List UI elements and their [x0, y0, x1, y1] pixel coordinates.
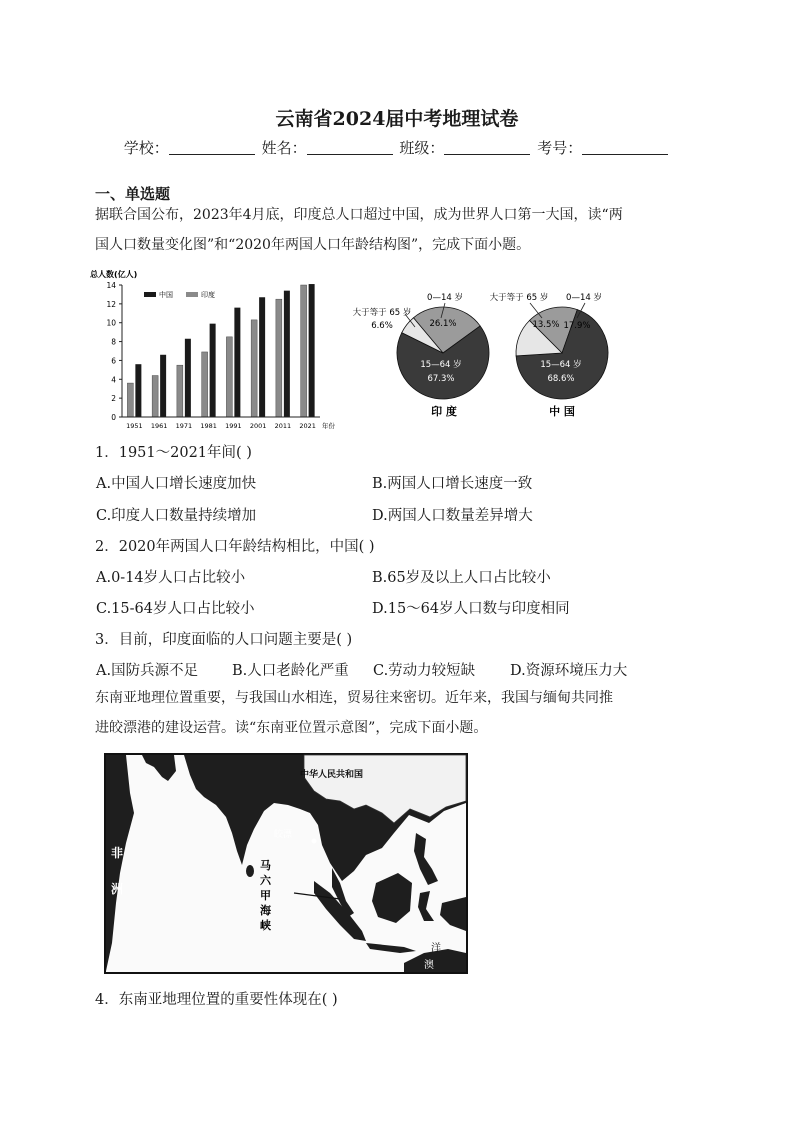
port-marker — [312, 839, 317, 844]
bar-chart-xlabel: 年份 — [322, 422, 335, 430]
x-tick-label: 2021 — [299, 422, 316, 430]
question-1-stem: 1．1951～2021年间( ) — [95, 445, 252, 461]
exam-title: 云南省2024届中考地理试卷 — [275, 108, 519, 130]
population-bar-chart — [88, 268, 348, 433]
class-blank[interactable] — [444, 140, 530, 155]
x-tick-label: 1971 — [175, 422, 193, 430]
bar-india — [226, 337, 232, 417]
china-pie-chart — [516, 307, 608, 399]
x-tick-label: 2011 — [274, 422, 292, 430]
x-tick-label: 1951 — [126, 422, 143, 430]
bar-chart-legend — [144, 290, 215, 299]
school-blank[interactable] — [169, 140, 255, 155]
map-label-strait-2: 六 — [260, 874, 271, 887]
china-value-15-64: 68.6% — [547, 374, 575, 384]
student-info-fields — [0, 137, 794, 158]
map-label-kyaukphyu: 皎漂 — [274, 830, 293, 840]
india-label-65plus: 大于等于 65 岁 — [352, 308, 412, 318]
q2-option-d[interactable]: D.15～64岁人口数与印度相同 — [372, 601, 570, 617]
sri-lanka — [246, 865, 254, 877]
bar-india — [202, 352, 208, 417]
legend-india-swatch — [186, 292, 198, 297]
bar-chart-y-ticks — [106, 281, 122, 422]
map-label-africa-2: 洲 — [111, 882, 124, 896]
bar-india — [177, 365, 183, 417]
bar-china — [284, 291, 290, 417]
china-value-0-14: 17.9% — [563, 321, 591, 331]
class-label: 班级： — [399, 139, 445, 157]
x-tick-label: 1961 — [150, 422, 168, 430]
bar-china — [234, 308, 240, 417]
q1-option-d[interactable]: D.两国人口数量差异增大 — [372, 508, 533, 524]
y-tick-label: 12 — [106, 299, 116, 309]
intro2-line-1: 东南亚地理位置重要，与我国山水相连，贸易往来密切。近年来，我国与缅甸共同推 — [95, 690, 613, 706]
section-heading: 一、单选题 — [95, 185, 171, 203]
legend-india-label: 印度 — [201, 291, 215, 299]
age-structure-pie-charts — [345, 283, 630, 423]
exam-number-label: 考号： — [537, 139, 583, 157]
bar-india — [152, 376, 158, 417]
india-pie-title: 印 度 — [431, 405, 457, 418]
intro-paragraph-1 — [95, 200, 695, 260]
y-tick-label: 0 — [111, 413, 116, 422]
intro1-line-2: 国人口数量变化图”和“2020年两国人口年龄结构图”，完成下面小题。 — [95, 237, 531, 253]
bar-china — [309, 284, 315, 417]
q2-option-c[interactable]: C.15-64岁人口占比较小 — [96, 601, 255, 617]
q1-option-b[interactable]: B.两国人口增长速度一致 — [372, 476, 533, 492]
bar-chart-x-ticks — [126, 422, 316, 430]
map-label-strait-5: 峡 — [260, 919, 271, 932]
map-label-ocean: 洋 — [431, 943, 441, 954]
bar-china — [185, 339, 191, 417]
bar-chart-bars — [127, 284, 314, 417]
school-label: 学校： — [123, 139, 169, 157]
question-3-stem: 3．目前，印度面临的人口问题主要是( ) — [95, 632, 353, 648]
bar-india — [276, 299, 282, 417]
q3-option-a[interactable]: A.国防兵源不足 — [96, 663, 199, 679]
y-tick-label: 10 — [106, 318, 116, 328]
x-tick-label: 1981 — [200, 422, 217, 430]
bar-india — [301, 285, 307, 417]
question-4-stem: 4．东南亚地理位置的重要性体现在( ) — [95, 992, 338, 1008]
y-tick-label: 8 — [111, 337, 116, 347]
india-value-65plus: 6.6% — [371, 321, 393, 331]
y-tick-label: 14 — [106, 281, 116, 290]
intro1-line-1: 据联合国公布，2023年4月底，印度总人口超过中国，成为世界人口第一大国，读“两 — [95, 207, 623, 223]
q1-option-a[interactable]: A.中国人口增长速度加快 — [96, 476, 257, 492]
china-label-0-14: 0—14 岁 — [566, 293, 602, 303]
bar-china — [160, 355, 166, 417]
bar-china — [135, 364, 141, 417]
x-tick-label: 2001 — [249, 422, 267, 430]
q3-option-b[interactable]: B.人口老龄化严重 — [232, 663, 349, 679]
india-value-15-64: 67.3% — [427, 374, 455, 384]
legend-china-label: 中国 — [159, 291, 173, 299]
q1-option-c[interactable]: C.印度人口数量持续增加 — [96, 508, 257, 524]
map-label-china: 中华人民共和国 — [300, 770, 364, 780]
bar-chart-ylabel: 总人数(亿人) — [90, 270, 138, 279]
india-value-0-14: 26.1% — [429, 319, 457, 329]
map-label-strait-3: 甲 — [260, 889, 271, 902]
china-label-15-64: 15—64 岁 — [540, 360, 582, 370]
name-blank[interactable] — [307, 140, 393, 155]
y-tick-label: 2 — [111, 394, 116, 404]
map-label-australia: 澳 — [424, 960, 434, 971]
china-label-65plus: 大于等于 65 岁 — [489, 293, 549, 303]
y-tick-label: 4 — [111, 375, 116, 385]
china-pie-title: 中 国 — [549, 405, 575, 418]
q3-option-d[interactable]: D.资源环境压力大 — [510, 663, 628, 679]
india-label-15-64: 15—64 岁 — [420, 360, 462, 370]
intro2-line-2: 进皎漂港的建设运营。读“东南亚位置示意图”，完成下面小题。 — [95, 720, 488, 736]
name-label: 姓名： — [261, 139, 307, 157]
bar-india — [251, 320, 257, 417]
map-label-strait-1: 马 — [260, 859, 271, 872]
bar-china — [210, 324, 216, 417]
intro-paragraph-2 — [95, 683, 695, 743]
question-2-stem: 2．2020年两国人口年龄结构相比，中国( ) — [95, 539, 375, 555]
q2-option-b[interactable]: B.65岁及以上人口占比较小 — [372, 570, 551, 586]
legend-china-swatch — [144, 292, 156, 297]
map-label-strait-4: 海 — [260, 904, 271, 917]
y-tick-label: 6 — [111, 356, 116, 366]
bar-india — [127, 383, 133, 417]
q3-option-c[interactable]: C.劳动力较短缺 — [373, 663, 476, 679]
bar-china — [259, 297, 265, 417]
q2-option-a[interactable]: A.0-14岁人口占比较小 — [96, 570, 246, 586]
southeast-asia-map — [104, 753, 468, 975]
exam-number-blank[interactable] — [582, 140, 668, 155]
india-label-0-14: 0—14 岁 — [427, 293, 463, 303]
china-value-65plus: 13.5% — [532, 320, 560, 330]
map-label-africa-1: 非 — [111, 846, 124, 860]
x-tick-label: 1991 — [225, 422, 242, 430]
